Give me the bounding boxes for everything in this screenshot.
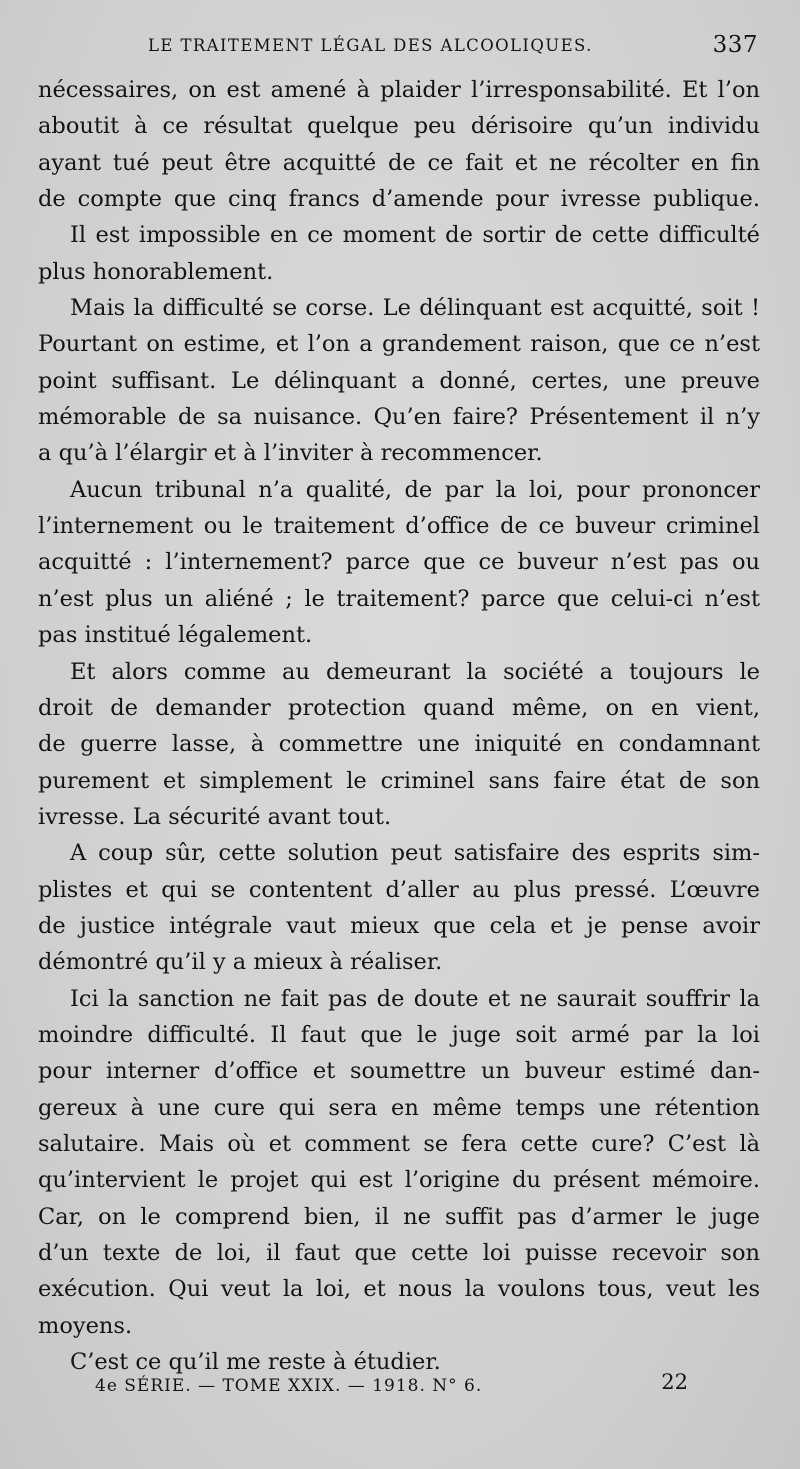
text-line: de justice intégrale vaut mieux que cela et je pense avoir [38, 912, 760, 939]
page-number: 337 [712, 32, 758, 58]
page-footer [95, 1370, 688, 1400]
text-line: salutaire. Mais où et comment se fera cette cure? C’est là [38, 1130, 760, 1157]
text-line: plus honorablement. [38, 258, 274, 285]
text-line: ayant tué peut être acquitté de ce fait et ne récolter en fin [38, 149, 760, 176]
text-line: acquitté : l’internement? parce que ce buveur n’est pas ou [38, 549, 760, 576]
text-line: purement et simplement le criminel sans faire état de son [38, 767, 760, 794]
text-line: d’un texte de loi, il faut que cette loi puisse recevoir son [38, 1240, 760, 1266]
text-line: Mais la difficulté se corse. Le délinquant est acquitté, soit ! [70, 295, 760, 322]
text-line: de guerre lasse, à commettre une iniquité en condamnant [38, 731, 760, 758]
text-line: nécessaires, on est amené à plaider l’irresponsabilité. Et l’on [38, 77, 760, 103]
text-line: de compte que cinq francs d’amende pour ivresse publique. [38, 186, 760, 213]
text-line: mémorable de sa nuisance. Qu’en faire? Présentement il n’y [38, 404, 760, 431]
text-line: qu’intervient le projet qui est l’origine du présent mémoire. [38, 1167, 760, 1194]
text-line: a qu’à l’élargir et à l’inviter à recommencer. [38, 440, 543, 467]
text-line: aboutit à ce résultat quelque peu dérisoire qu’un individu [38, 113, 760, 140]
text-line: gereux à une cure qui sera en même temps une rétention [38, 1094, 760, 1121]
text-line: plistes et qui se contentent d’aller au plus pressé. L’œuvre [38, 876, 760, 903]
text-line: C’est ce qu’il me reste à étudier. [70, 1349, 441, 1376]
text-line: Car, on le comprend bien, il ne suffit pas d’armer le juge [38, 1203, 760, 1230]
text-line: moyens. [38, 1312, 133, 1339]
body-text [38, 72, 760, 1380]
text-line: pour interner d’office et soumettre un buveur estimé dan- [38, 1058, 760, 1085]
signature-mark: 22 [661, 1370, 688, 1394]
running-title: LE TRAITEMENT LÉGAL DES ALCOOLIQUES. [148, 36, 593, 55]
text-line: Aucun tribunal n’a qualité, de par la loi, pour prononcer [70, 476, 760, 503]
text-line: ivresse. La sécurité avant tout. [38, 803, 392, 830]
text-line: A coup sûr, cette solution peut satisfaire des esprits sim- [70, 840, 760, 867]
text-line: l’internement ou le traitement d’office de ce buveur criminel [38, 513, 760, 540]
text-line: n’est plus un aliéné ; le traitement? parce que celui-ci n’est [38, 585, 760, 612]
text-line: Ici la sanction ne fait pas de doute et ne saurait souffrir la [70, 985, 760, 1012]
signature-line: 4e SÉRIE. — TOME XXIX. — 1918. N° 6. [95, 1376, 483, 1396]
text-line: droit de demander protection quand même, on en vient, [38, 694, 760, 721]
text-line: pas institué légalement. [38, 622, 313, 649]
running-header [40, 30, 758, 64]
text-line: exécution. Qui veut la loi, et nous la voulons tous, veut les [38, 1276, 760, 1303]
text-line: moindre difficulté. Il faut que le juge soit armé par la loi [38, 1021, 760, 1048]
text-line: démontré qu’il y a mieux à réaliser. [38, 949, 443, 976]
text-line: Pourtant on estime, et l’on a grandement raison, que ce n’est [38, 331, 760, 358]
text-line: point suffisant. Le délinquant a donné, certes, une preuve [38, 367, 760, 394]
text-line: Il est impossible en ce moment de sortir de cette difficulté [70, 222, 760, 249]
text-line: Et alors comme au demeurant la société a toujours le [70, 658, 760, 685]
